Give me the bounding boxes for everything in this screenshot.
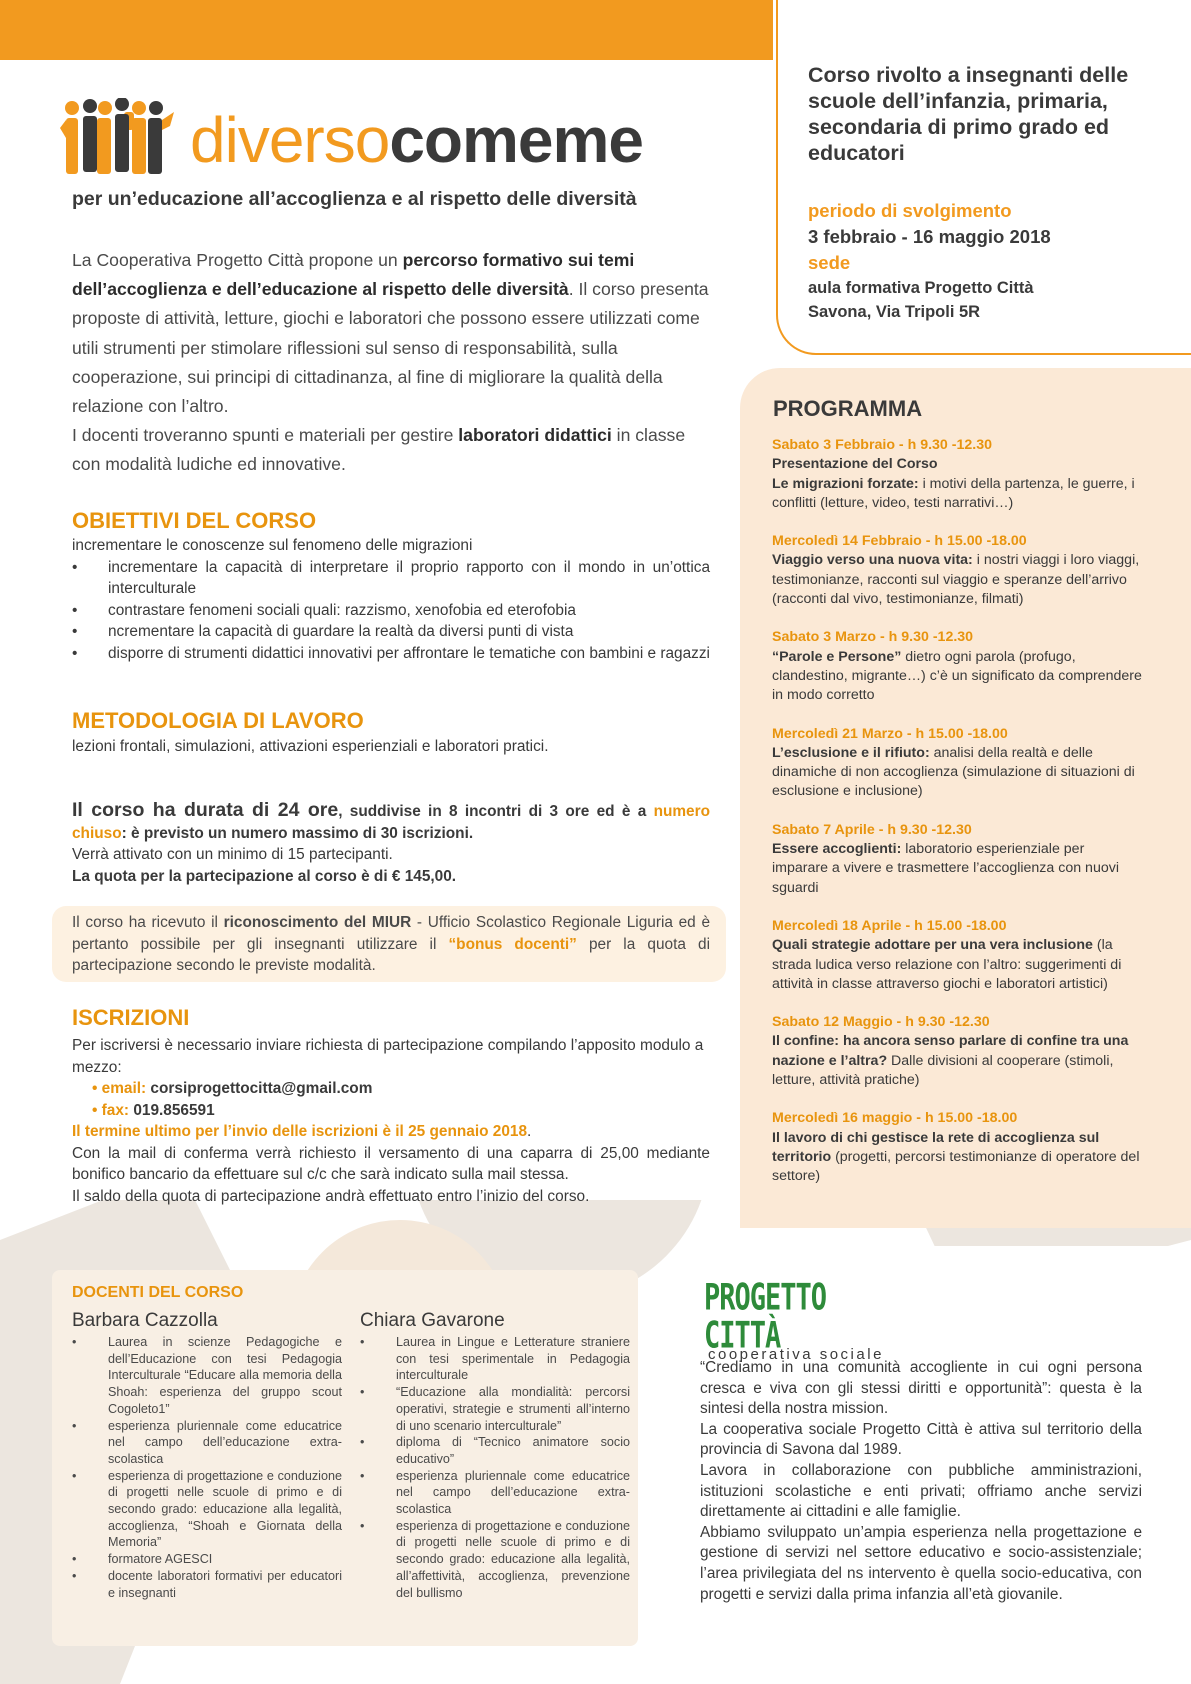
- venue-line2: Savona, Via Tripoli 5R: [808, 303, 981, 321]
- fax-label: • fax:: [92, 1101, 130, 1119]
- logo-word-me: me: [552, 104, 643, 176]
- miur-bonus: “bonus docenti”: [448, 935, 577, 953]
- intro-p1b: percorso formativo sui temi dell’accoglienza e dell’educazione al rispetto delle diversità: [72, 250, 635, 300]
- teacher-credentials: [72, 1334, 342, 1601]
- credential-item: • Laurea in Lingue e Letterature straniere con tesi sperimentale in Pedagogia interculturale: [360, 1334, 630, 1384]
- credential-item: • “Educazione alla mondialità: percorsi operativi, strategie e strumenti all’interno di uno scenario interculturale”: [360, 1384, 630, 1434]
- registration-deadline: [72, 1121, 710, 1143]
- credential-item: • Laurea in scienze Pedagogiche e dell’Educazione con tesi Pedagogia Interculturale “Educare alla memoria della Shoah: esperienza del gruppo scout Cogoleto1”: [72, 1334, 342, 1418]
- session-text: (la strada ludica verso relazione con l’altro: suggerimenti di attività in classe attraverso giochi e laboratori artistici): [772, 937, 1122, 992]
- session-title: Presentazione del Corso Le migrazioni forzate:: [772, 456, 938, 492]
- session-text: analisi della realtà e delle dinamiche di non accoglienza (simulazione di situazioni di esclusione e inclusione): [772, 744, 1135, 800]
- session-text: laboratorio esperienziale per imparare a vivere e trasmettere l’accoglienza con nuovi sguardi: [772, 841, 1119, 896]
- session-text: dietro ogni parola (profugo, clandestino, migrante…) c’è un significato da comprendere in modo corretto: [772, 648, 1142, 704]
- credential-item: • esperienza di progettazione e conduzione di progetti nelle scuole di primo e di secondo grado: educazione alla legalità, accoglienza, “Shoah e Giornata della Memoria”: [72, 1468, 342, 1552]
- program-session: [772, 1013, 1142, 1090]
- credential-item: • diploma di “Tecnico animatore socio educativo”: [360, 1434, 630, 1467]
- email-label: • email:: [92, 1080, 147, 1097]
- course-duration-rest: , suddivise in 8 incontri di 3 ore ed è a: [338, 803, 654, 820]
- teacher-name: Barbara Cazzolla: [72, 1310, 218, 1331]
- logo-word-diverso: diverso: [190, 104, 390, 176]
- course-target: Corso rivolto a insegnanti delle scuole dell’infanzia, primaria, secondaria di primo grado ed educatori: [808, 63, 1129, 165]
- program-title: PROGRAMMA: [773, 396, 923, 421]
- program-session: [772, 628, 1142, 705]
- tagline: per un’educazione all’accoglienza e al rispetto delle diversità: [72, 188, 637, 210]
- objective-item: • ncrementare la capacità di guardare la realtà da diversi punti di vista: [72, 621, 710, 643]
- session-title: Viaggio verso una nuova vita:: [772, 552, 973, 569]
- program-session: [772, 436, 1142, 513]
- venue-line1: aula formativa Progetto Città: [808, 279, 1034, 297]
- program-session: [772, 1109, 1142, 1186]
- session-title: Essere accoglienti:: [772, 841, 902, 858]
- course-min: Verrà attivato con un minimo di 15 partecipanti.: [72, 846, 393, 863]
- coop-p3: Lavora in collaborazione con pubbliche amministrazioni, istituzioni scolastiche e enti privati; offriamo anche servizi direttamente ai cittadini e alle famiglie.: [700, 1461, 1142, 1521]
- program-list: [772, 436, 1142, 1206]
- session-title: Il confine: ha ancora senso parlare di confine tra una nazione e l’altra?: [772, 1033, 1129, 1069]
- course-fee: La quota per la partecipazione al corso è di € 145,00.: [72, 867, 457, 885]
- objectives-lead: incrementare le conoscenze sul fenomeno delle migrazioni: [72, 537, 473, 554]
- registration-balance: Il saldo della quota di partecipazione andrà effettuato entro l’inizio del corso.: [72, 1187, 590, 1205]
- program-session: [772, 532, 1142, 609]
- credential-item: • esperienza pluriennale come educatrice nel campo dell’educazione extra-scolastica: [72, 1418, 342, 1468]
- session-title: Il lavoro di chi gestisce la rete di accoglienza sul territorio: [772, 1129, 1100, 1165]
- session-date: Sabato 3 Marzo - h 9.30 -12.30: [772, 629, 974, 646]
- session-date: Mercoledì 14 Febbraio - h 15.00 -18.00: [772, 533, 1027, 550]
- session-date: Sabato 12 Maggio - h 9.30 -12.30: [772, 1014, 990, 1031]
- objective-item: • disporre di strumenti didattici innovativi per affrontare le tematiche con bambini e ragazzi: [72, 643, 710, 665]
- coop-description: [700, 1358, 1142, 1605]
- coop-logo-sub: cooperativa sociale: [708, 1346, 884, 1363]
- credential-item: • docente laboratori formativi per educatori e insegnanti: [72, 1568, 342, 1601]
- session-title: L’esclusione e il rifiuto:: [772, 744, 930, 761]
- top-orange-band: [0, 0, 773, 60]
- course-duration: Il corso ha durata di 24 ore: [72, 799, 339, 821]
- session-date: Sabato 7 Aprile - h 9.30 -12.30: [772, 821, 972, 838]
- session-date: Mercoledì 21 Marzo - h 15.00 -18.00: [772, 725, 1008, 742]
- deadline-text: Il termine ultimo per l’invio delle iscrizioni è il 25 gennaio 2018: [72, 1123, 528, 1140]
- intro-p1c: . Il corso presenta proposte di attività, letture, giochi e laboratori che possono essere utilizzati come utili strumenti per stimolare riflessioni sul senso di responsabilità, sulla cooperazione, sui principi di cittadinanza, al fine di migliorare la qualità della relazione con l’altro.: [72, 279, 709, 417]
- objective-item: • contrastare fenomeni sociali quali: razzismo, xenofobia ed eterofobia: [72, 600, 710, 622]
- miur-text: [72, 912, 710, 977]
- credential-item: • esperienza pluriennale come educatrice nel campo dell’educazione extra-scolastica: [360, 1468, 630, 1518]
- session-title: Quali strategie adottare per una vera inclusione: [772, 937, 1093, 954]
- objectives-section: [72, 535, 710, 664]
- coop-p2: La cooperativa sociale Progetto Città è attiva sul territorio della provincia di Savona dal 1989.: [700, 1420, 1142, 1459]
- course-details: [72, 800, 710, 887]
- coop-p1: “Crediamo in una comunità accogliente in cui ogni persona cresca e viva con gli stessi diritti e opportunità”: questa è la sintesi della nostra mission.: [700, 1359, 1142, 1418]
- method-text: lezioni frontali, simulazioni, attivazioni esperienziali e laboratori pratici.: [72, 738, 549, 755]
- program-session: [772, 821, 1142, 898]
- miur-a: Il corso ha ricevuto il: [72, 914, 224, 931]
- session-date: Sabato 3 Febbraio - h 9.30 -12.30: [772, 437, 992, 453]
- intro-p2a: I docenti troveranno spunti e materiali per gestire: [72, 425, 459, 446]
- registration-email: [72, 1078, 710, 1100]
- session-text: i motivi della partenza, le guerre, i conflitti (letture, video, testi narrativi…): [772, 475, 1135, 511]
- session-title: “Parole e Persone”: [772, 648, 902, 665]
- session-text: Dalle divisioni al cooperare (stimoli, letture, attività pratiche): [772, 1052, 1114, 1089]
- miur-e: per la quota di partecipazione secondo le previste modalità.: [72, 935, 710, 974]
- intro-text: [72, 246, 712, 480]
- program-session: [772, 917, 1142, 994]
- registration-title: ISCRIZIONI: [72, 1005, 190, 1030]
- period-value: 3 febbraio - 16 maggio 2018: [808, 226, 1051, 247]
- logo-wordmark: [190, 105, 643, 175]
- deadline-dot: .: [527, 1123, 532, 1140]
- credential-item: • formatore AGESCI: [72, 1551, 342, 1568]
- teacher-name: Chiara Gavarone: [360, 1310, 505, 1331]
- session-text: i nostri viaggi i loro viaggi, testimonianze, racconti sul viaggio e speranze dell’arrivo (racconti dal vivo, testimonianze, filmati): [772, 552, 1140, 608]
- miur-b: riconoscimento del MIUR: [223, 914, 412, 931]
- registration-intro: Per iscriversi è necessario inviare richiesta di partecipazione compilando l’apposito modulo a mezzo:: [72, 1037, 704, 1076]
- objective-item: • incrementare la capacità di interpretare il proprio rapporto con il mondo in un’ottica interculturale: [72, 557, 710, 600]
- program-session: [772, 725, 1142, 802]
- course-max: : è previsto un numero massimo di 30 iscrizioni.: [121, 824, 474, 842]
- intro-p2b: laboratori didattici: [458, 425, 612, 446]
- coop-logo-name: PROGETTO CITTÀ: [704, 1277, 827, 1357]
- logo-word-come: come: [389, 104, 553, 176]
- credential-item: • esperienza di progettazione e conduzione di progetti nelle scuole di primo e di secondo grado: educazione alla legalità, all’affettività, accoglienza, prevenzione del bullismo: [360, 1518, 630, 1602]
- registration-section: [72, 1035, 710, 1207]
- method-title: METODOLOGIA DI LAVORO: [72, 708, 364, 733]
- intro-p1a: La Cooperativa Progetto Città propone un: [72, 250, 403, 270]
- teachers-title: DOCENTI DEL CORSO: [72, 1284, 244, 1301]
- teacher-credentials: [360, 1334, 630, 1601]
- coop-p4: Abbiamo sviluppato un’ampia esperienza nella progettazione e gestione di servizi nel settore educativo e socio-assistenziale; l’area privilegiata del ns intervento è quella socio-educativa, con progetti e servizi dalla prima infanzia all’età giovanile.: [700, 1523, 1142, 1603]
- registration-fax: [72, 1100, 710, 1122]
- intro-p2c: in classe con modalità ludiche ed innovative.: [72, 425, 686, 475]
- course-closed: numero chiuso: [72, 803, 710, 842]
- progetto-citta-logo: [704, 1277, 904, 1363]
- miur-c: - Ufficio Scolastico Regionale Liguria ed è pertanto possibile per gli insegnanti utilizzare il: [72, 914, 710, 953]
- session-date: Mercoledì 16 maggio - h 15.00 -18.00: [772, 1110, 1018, 1127]
- period-label: periodo di svolgimento: [808, 200, 1012, 221]
- session-date: Mercoledì 18 Aprile - h 15.00 -18.00: [772, 917, 1007, 934]
- fax-value: 019.856591: [129, 1101, 215, 1119]
- session-text: (progetti, percorsi testimonianze di operatore del settore): [772, 1148, 1140, 1185]
- course-period: [808, 198, 1168, 324]
- registration-deposit: Con la mail di conferma verrà richiesto il versamento di una caparra di 25,00 mediante bonifico bancario da effettuare sul c/c che sarà indicato sulla mail stessa.: [72, 1144, 710, 1183]
- objectives-title: OBIETTIVI DEL CORSO: [72, 508, 317, 533]
- objectives-list: [72, 557, 710, 665]
- email-value[interactable]: corsiprogettocitta@gmail.com: [146, 1080, 373, 1097]
- venue-label: sede: [808, 252, 851, 273]
